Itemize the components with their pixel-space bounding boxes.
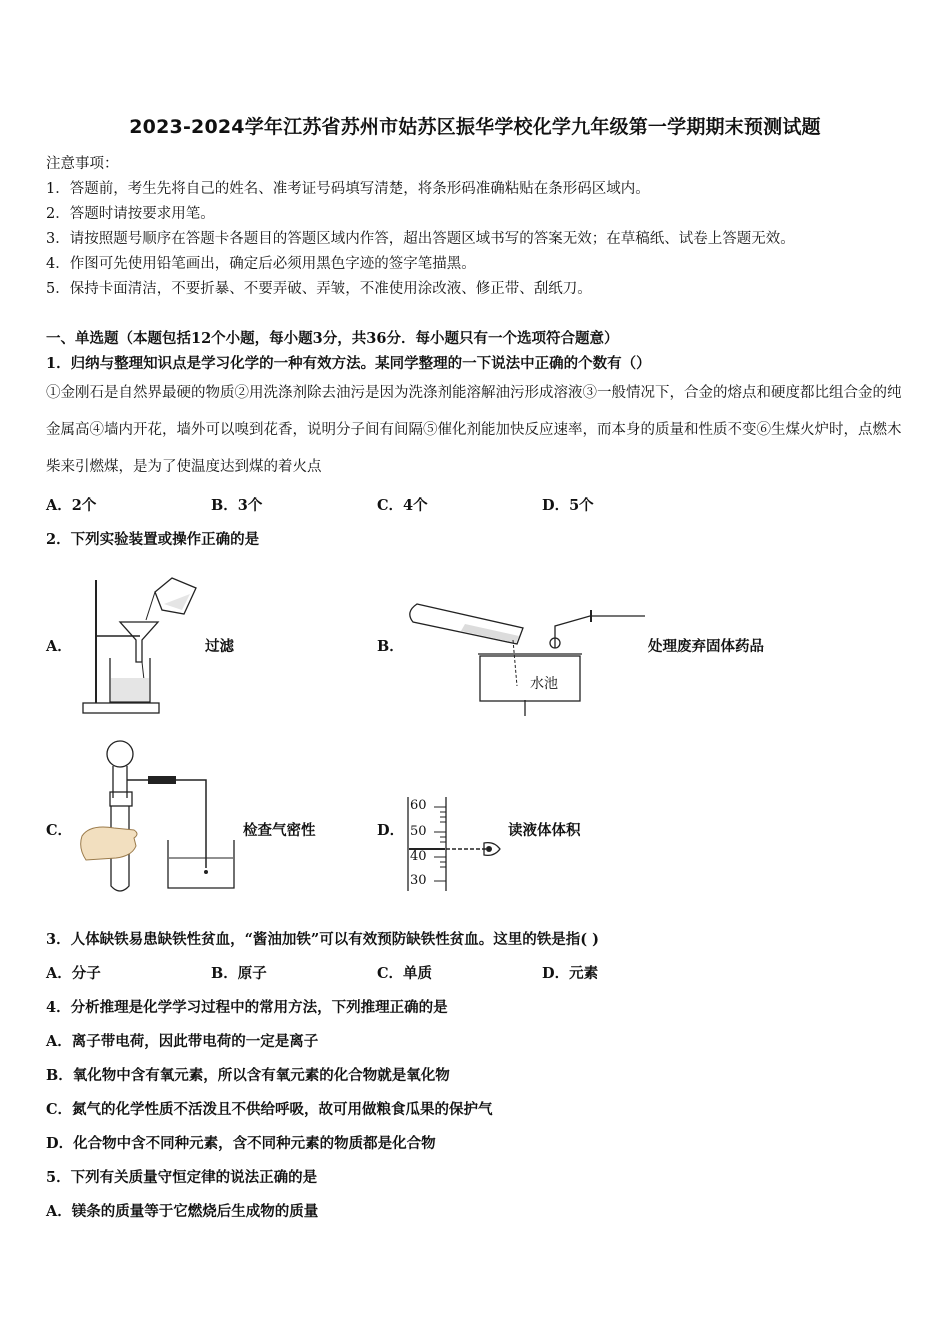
q2-stem: 2．下列实验装置或操作正确的是 bbox=[46, 531, 260, 548]
q3-option-b: B．原子 bbox=[211, 965, 267, 982]
notice-item: 3．请按照题号顺序在答题卡各题目的答题区域内作答，超出答题区域书写的答案无效；在草稿纸、试卷上答题无效。 bbox=[46, 231, 795, 247]
q1-option-a: A．2个 bbox=[46, 497, 97, 514]
tick-label: 30 bbox=[410, 873, 427, 888]
notice-item: 2．答题时请按要求用笔。 bbox=[46, 206, 215, 222]
q4-option-a: A．离子带电荷，因此带电荷的一定是离子 bbox=[46, 1033, 319, 1050]
q1-stem: 1．归纳与整理知识点是学习化学的一种有效方法。某同学整理的一下说法中正确的个数有（） bbox=[46, 355, 651, 372]
q3-stem: 3．人体缺铁易患缺铁性贫血，“酱油加铁”可以有效预防缺铁性贫血。这里的铁是指( ) bbox=[46, 931, 600, 948]
q2-option-b-letter: B． bbox=[377, 638, 404, 655]
q5-option-a: A．镁条的质量等于它燃烧后生成物的质量 bbox=[46, 1203, 319, 1220]
tick-label: 60 bbox=[410, 798, 427, 813]
q2-option-b-caption: 处理废弃固体药品 bbox=[648, 638, 764, 655]
q4-option-c: C．氮气的化学性质不活泼且不供给呼吸，故可用做粮食瓜果的保护气 bbox=[46, 1101, 493, 1118]
q2-option-d-letter: D． bbox=[377, 822, 405, 839]
q2-option-c-letter: C． bbox=[46, 822, 73, 839]
airtightness-check-figure bbox=[78, 738, 243, 898]
q2-option-d-caption: 读液体体积 bbox=[508, 822, 581, 839]
q1-body: ①金刚石是自然界最硬的物质②用洗涤剂除去油污是因为洗涤剂能溶解油污形成溶液③一般情况下，合金的熔点和硬度都比组合金的纯金属高④墙内开花，墙外可以嗅到花香，说明分子间有间隔⑤催化剂能加快反应速率，而本身的质量和性质不变⑥生煤火炉时，点燃木柴来引燃煤，是为了使温度达到煤的着火点 bbox=[46, 385, 902, 475]
filtration-apparatus-figure bbox=[80, 570, 205, 720]
q3-option-a: A．分子 bbox=[46, 965, 101, 982]
tick-label: 40 bbox=[410, 849, 427, 864]
water-sink-label: 水池 bbox=[530, 676, 558, 692]
q4-option-d: D．化合物中含不同种元素，含不同种元素的物质都是化合物 bbox=[46, 1135, 436, 1152]
q3-option-d: D．元素 bbox=[542, 965, 599, 982]
notice-item: 5．保持卡面清洁，不要折暴、不要弄破、弄皱，不准使用涂改液、修正带、刮纸刀。 bbox=[46, 281, 592, 297]
q3-option-c: C．单质 bbox=[377, 965, 433, 982]
q4-stem: 4．分析推理是化学学习过程中的常用方法，下列推理正确的是 bbox=[46, 999, 448, 1016]
waste-disposal-figure bbox=[405, 600, 650, 718]
exam-title: 2023-2024学年江苏省苏州市姑苏区振华学校化学九年级第一学期期末预测试题 bbox=[129, 116, 821, 138]
section-heading: 一、单选题（本题包括12个小题，每小题3分，共36分．每小题只有一个选项符合题意） bbox=[46, 330, 619, 347]
notice-heading: 注意事项： bbox=[46, 156, 119, 172]
q2-option-a-letter: A． bbox=[46, 638, 72, 655]
q5-stem: 5．下列有关质量守恒定律的说法正确的是 bbox=[46, 1169, 318, 1186]
notice-item: 1．答题前，考生先将自己的姓名、准考证号码填写清楚，将条形码准确粘贴在条形码区域内。 bbox=[46, 181, 650, 197]
q1-option-b: B．3个 bbox=[211, 497, 263, 514]
q2-option-c-caption: 检查气密性 bbox=[243, 822, 316, 839]
tick-label: 50 bbox=[410, 824, 427, 839]
notice-item: 4．作图可先使用铅笔画出，确定后必须用黑色字迹的签字笔描黑。 bbox=[46, 256, 476, 272]
q2-option-a-caption: 过滤 bbox=[205, 638, 234, 655]
q1-option-d: D．5个 bbox=[542, 497, 594, 514]
q4-option-b: B．氧化物中含有氧元素，所以含有氧元素的化合物就是氧化物 bbox=[46, 1067, 450, 1084]
q1-option-c: C．4个 bbox=[377, 497, 428, 514]
